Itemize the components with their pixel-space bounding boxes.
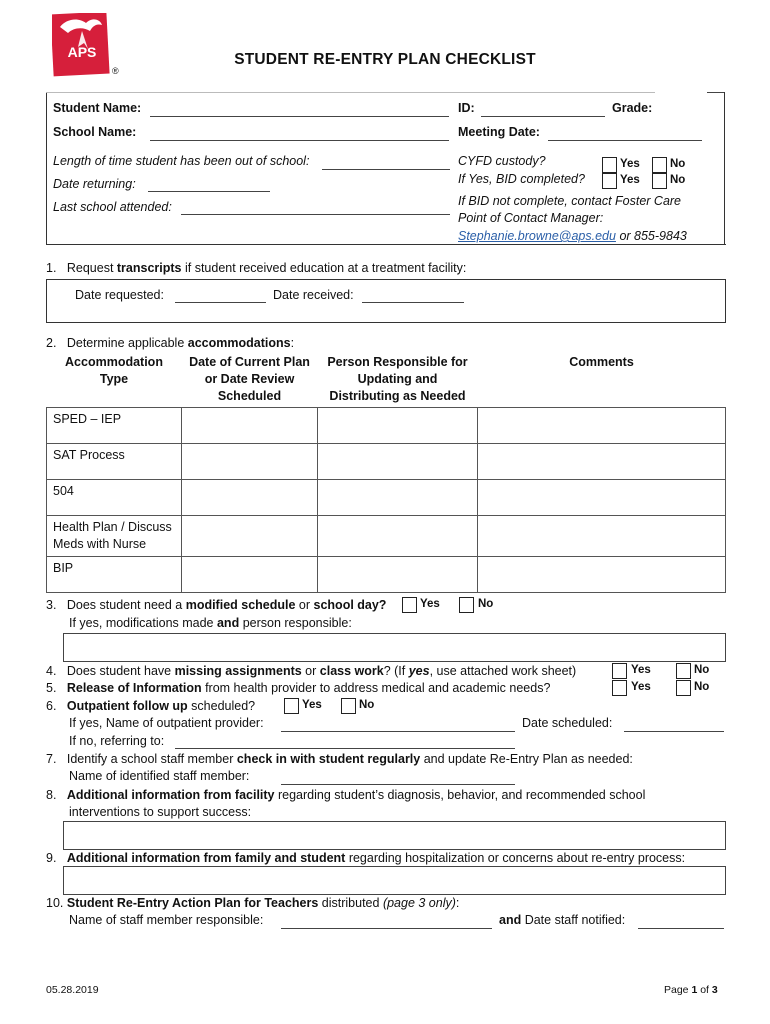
- item3-text: 3. Does student need a modified schedule or school day?: [46, 598, 387, 612]
- cell-person[interactable]: [318, 516, 478, 557]
- col-header-comments: Comments: [569, 355, 634, 369]
- info-box-top-rule-right: [707, 92, 725, 93]
- col-header-person-responsible: Person Responsible for Updating and Distributing as Needed: [327, 355, 468, 403]
- release-info-no-checkbox[interactable]: [676, 680, 691, 696]
- date-scheduled-field[interactable]: [624, 731, 724, 732]
- bid-note-line2: Point of Contact Manager:: [458, 211, 604, 225]
- item5-text: 5. Release of Information from health provider to address medical and academic needs?: [46, 681, 551, 695]
- missing-assignments-no-label: No: [694, 664, 710, 676]
- row-label-health-plan: Health Plan / Discuss Meds with Nurse: [47, 516, 182, 557]
- missing-assignments-yes-checkbox[interactable]: [612, 663, 627, 679]
- item3-line2: If yes, modifications made and person responsible:: [69, 616, 352, 630]
- bid-note-line1: If BID not complete, contact Foster Care: [458, 194, 682, 208]
- modifications-field[interactable]: [63, 633, 726, 662]
- school-name-field[interactable]: [150, 140, 449, 141]
- cell-date[interactable]: [182, 408, 318, 444]
- footer-date: 05.28.2019: [46, 984, 99, 996]
- bid-no-checkbox[interactable]: [652, 173, 667, 189]
- family-info-field[interactable]: [63, 866, 726, 895]
- col-header-accommodation-type: Accommodation Type: [65, 355, 163, 386]
- cell-date[interactable]: [182, 516, 318, 557]
- aps-logo-icon: [52, 13, 112, 79]
- facility-info-field[interactable]: [63, 821, 726, 850]
- referring-field[interactable]: [175, 748, 515, 749]
- meeting-date-field[interactable]: [548, 140, 702, 141]
- bid-yes-label: Yes: [620, 174, 640, 186]
- info-box-top-rule: [46, 92, 655, 93]
- last-school-label: Last school attended:: [53, 200, 172, 214]
- cell-comments[interactable]: [478, 557, 726, 593]
- outpatient-no-checkbox[interactable]: [341, 698, 356, 714]
- item8-text: 8. Additional information from facility regarding student’s diagnosis, behavior, and recommended school: [46, 788, 646, 802]
- table-row: [47, 408, 726, 444]
- cyfd-yes-checkbox[interactable]: [602, 157, 617, 173]
- date-scheduled-label: Date scheduled:: [522, 716, 613, 730]
- release-info-yes-label: Yes: [631, 681, 651, 693]
- row-label-bip: BIP: [47, 557, 182, 593]
- table-row: [47, 444, 726, 480]
- date-notified-field[interactable]: [638, 928, 724, 929]
- row-label-sped-iep: SPED – IEP: [47, 408, 182, 444]
- accommodations-table: [46, 352, 726, 593]
- cyfd-yes-label: Yes: [620, 158, 640, 170]
- missing-assignments-yes-label: Yes: [631, 664, 651, 676]
- cyfd-no-label: No: [670, 158, 686, 170]
- item6-text: 6. Outpatient follow up scheduled?: [46, 699, 256, 713]
- id-field[interactable]: [481, 116, 605, 117]
- item9-text: 9. Additional information from family and student regarding hospitalization or concerns about re-entry process:: [46, 851, 686, 865]
- staff-member-label: Name of identified staff member:: [69, 769, 250, 783]
- outpatient-no-label: No: [359, 699, 375, 711]
- page-number: Page 1 of 3: [664, 984, 718, 996]
- cyfd-no-checkbox[interactable]: [652, 157, 667, 173]
- release-info-no-label: No: [694, 681, 710, 693]
- student-name-label: Student Name:: [53, 101, 142, 115]
- cell-comments[interactable]: [478, 516, 726, 557]
- contact-email-link[interactable]: Stephanie.browne@aps.edu: [458, 229, 616, 243]
- time-out-label: Length of time student has been out of school:: [53, 154, 310, 168]
- outpatient-provider-field[interactable]: [281, 731, 515, 732]
- last-school-field[interactable]: [181, 214, 450, 215]
- cell-person[interactable]: [318, 557, 478, 593]
- table-row: [47, 516, 726, 557]
- bid-no-label: No: [670, 174, 686, 186]
- outpatient-provider-label: If yes, Name of outpatient provider:: [69, 716, 264, 730]
- date-requested-label: Date requested:: [75, 288, 164, 302]
- grade-label: Grade:: [612, 101, 653, 115]
- table-row: [47, 480, 726, 516]
- row-label-sat-process: SAT Process: [47, 444, 182, 480]
- aps-logo: [52, 13, 112, 79]
- svg-text:APS: APS: [67, 44, 97, 60]
- staff-member-field[interactable]: [281, 784, 515, 785]
- date-returning-label: Date returning:: [53, 177, 136, 191]
- table-row: [47, 557, 726, 593]
- cell-person[interactable]: [318, 408, 478, 444]
- date-returning-field[interactable]: [148, 191, 270, 192]
- modified-schedule-no-checkbox[interactable]: [459, 597, 474, 613]
- cell-date[interactable]: [182, 480, 318, 516]
- item8-line2: interventions to support success:: [69, 805, 252, 819]
- item4-text: 4. Does student have missing assignments or class work? (If yes, use attached work sheet): [46, 664, 577, 678]
- time-out-field[interactable]: [322, 169, 450, 170]
- modified-schedule-yes-label: Yes: [420, 598, 440, 610]
- outpatient-yes-checkbox[interactable]: [284, 698, 299, 714]
- school-name-label: School Name:: [53, 125, 137, 139]
- cell-person[interactable]: [318, 444, 478, 480]
- student-name-field[interactable]: [150, 116, 449, 117]
- item7-text: 7. Identify a school staff member check in with student regularly and update Re-Entry Plan as needed:: [46, 752, 633, 766]
- modified-schedule-no-label: No: [478, 598, 494, 610]
- contact-line: [458, 229, 687, 243]
- modified-schedule-yes-checkbox[interactable]: [402, 597, 417, 613]
- outpatient-yes-label: Yes: [302, 699, 322, 711]
- page-title: STUDENT RE-ENTRY PLAN CHECKLIST: [234, 51, 536, 68]
- contact-phone: or 855-9843: [619, 229, 687, 243]
- row-label-504: 504: [47, 480, 182, 516]
- meeting-date-label: Meeting Date:: [458, 125, 540, 139]
- cell-person[interactable]: [318, 480, 478, 516]
- bid-label: If Yes, BID completed?: [458, 172, 585, 186]
- cyfd-label: CYFD custody?: [458, 154, 546, 168]
- id-label: ID:: [458, 101, 475, 115]
- col-header-date-plan: Date of Current Plan or Date Review Scheduled: [189, 355, 310, 403]
- cell-comments[interactable]: [478, 408, 726, 444]
- date-received-label: Date received:: [273, 288, 354, 302]
- date-requested-field[interactable]: [175, 302, 266, 303]
- bid-yes-checkbox[interactable]: [602, 173, 617, 189]
- cell-date[interactable]: [182, 444, 318, 480]
- cell-comments[interactable]: [478, 480, 726, 516]
- item10-text: 10. Student Re-Entry Action Plan for Teachers distributed (page 3 only):: [46, 896, 460, 910]
- item1-text: 1. Request transcripts if student received education at a treatment facility:: [46, 261, 467, 275]
- staff-responsible-field[interactable]: [281, 928, 492, 929]
- cell-date[interactable]: [182, 557, 318, 593]
- registered-mark-icon: ®: [112, 66, 119, 76]
- referring-label: If no, referring to:: [69, 734, 165, 748]
- release-info-yes-checkbox[interactable]: [612, 680, 627, 696]
- cell-comments[interactable]: [478, 444, 726, 480]
- missing-assignments-no-checkbox[interactable]: [676, 663, 691, 679]
- date-received-field[interactable]: [362, 302, 464, 303]
- info-box-right-rule: [724, 92, 725, 244]
- item2-text: 2. Determine applicable accommodations:: [46, 336, 295, 350]
- date-notified-label: and Date staff notified:: [499, 913, 626, 927]
- staff-responsible-label: Name of staff member responsible:: [69, 913, 264, 927]
